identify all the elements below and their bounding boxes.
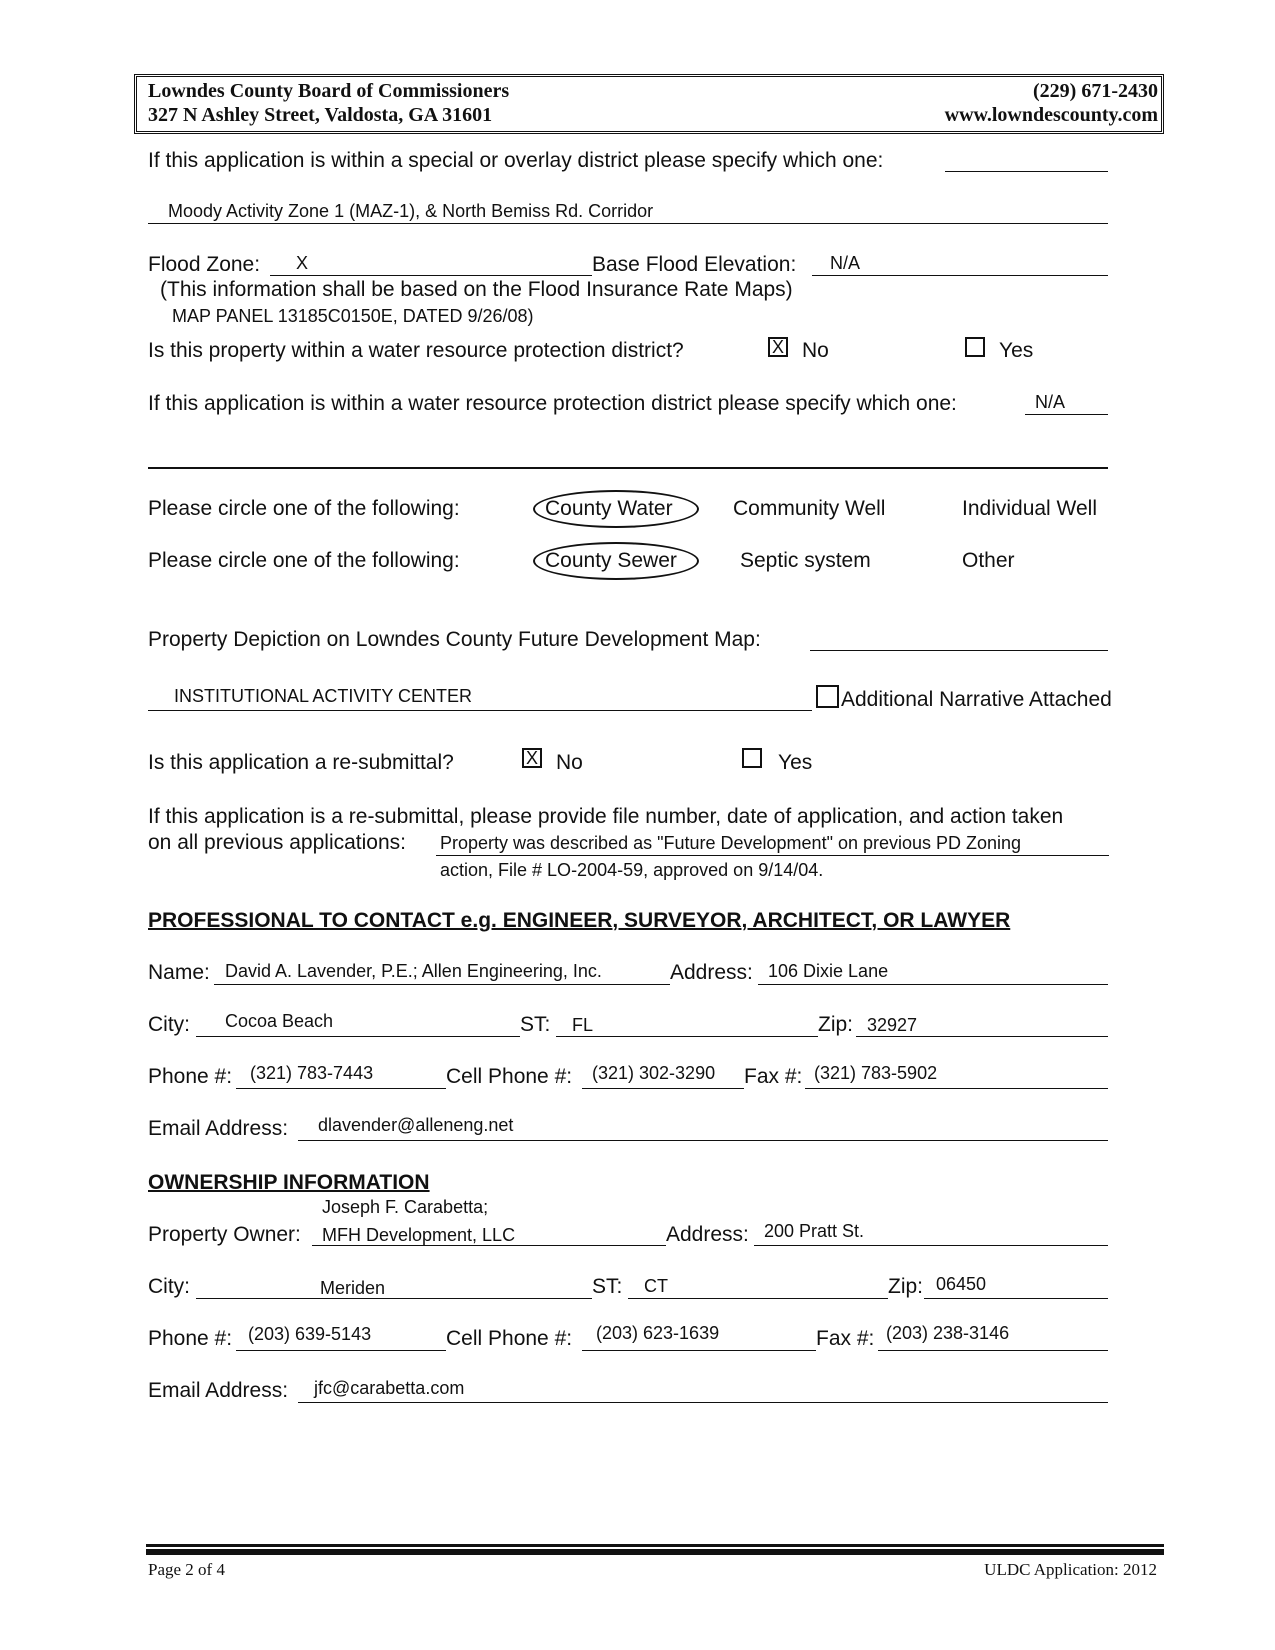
owner-fax-label: Fax #:	[816, 1327, 875, 1350]
prof-st-label: ST:	[520, 1013, 551, 1036]
owner-city-line	[196, 1298, 592, 1299]
owner-st-line	[628, 1298, 888, 1299]
prof-fax-line	[805, 1088, 1108, 1089]
future-dev-label: Property Depiction on Lowndes County Future Development Map:	[148, 628, 761, 651]
owner-phone-value[interactable]: (203) 639-5143	[248, 1324, 372, 1344]
footer-rule	[146, 1544, 1164, 1547]
prof-st-value[interactable]: FL	[572, 1015, 594, 1035]
prof-address-value[interactable]: 106 Dixie Lane	[768, 961, 889, 981]
prof-zip-label: Zip:	[818, 1013, 854, 1036]
water-source-label: Please circle one of the following:	[148, 497, 460, 520]
owner-value-line1[interactable]: Joseph F. Carabetta;	[322, 1197, 489, 1217]
prof-fax-value[interactable]: (321) 783-5902	[814, 1063, 938, 1083]
org-name: Lowndes County Board of Commissioners	[148, 80, 510, 102]
overlay-value[interactable]: Moody Activity Zone 1 (MAZ-1), & North Bemiss Rd. Corridor	[168, 201, 654, 221]
resubmittal-no-label: No	[556, 751, 583, 774]
prof-cell-label: Cell Phone #:	[446, 1065, 573, 1088]
resubmittal-detail-value-2[interactable]: action, File # LO-2004-59, approved on 9/14/04.	[440, 860, 824, 880]
prof-city-line	[196, 1036, 520, 1037]
map-panel[interactable]: MAP PANEL 13185C0150E, DATED 9/26/08)	[172, 306, 534, 326]
future-dev-value-line	[148, 710, 812, 711]
owner-fax-line	[878, 1350, 1108, 1351]
owner-value-line2[interactable]: MFH Development, LLC	[322, 1225, 516, 1245]
prof-st-line	[556, 1036, 818, 1037]
prof-address-line	[758, 984, 1108, 985]
prof-cell-value[interactable]: (321) 302-3290	[592, 1063, 716, 1083]
water-protection-specify-line	[1025, 414, 1108, 415]
prof-phone-value[interactable]: (321) 783-7443	[250, 1063, 374, 1083]
owner-cell-value[interactable]: (203) 623-1639	[596, 1323, 720, 1343]
future-dev-blank-line	[810, 650, 1108, 651]
owner-st-label: ST:	[592, 1275, 623, 1298]
org-phone: (229) 671-2430	[1033, 80, 1158, 102]
bfe-label: Base Flood Elevation:	[592, 253, 797, 276]
owner-city-label: City:	[148, 1275, 190, 1298]
future-dev-value[interactable]: INSTITUTIONAL ACTIVITY CENTER	[174, 686, 473, 706]
prof-city-value[interactable]: Cocoa Beach	[225, 1011, 334, 1031]
prof-email-label: Email Address:	[148, 1117, 289, 1140]
sewer-source-label: Please circle one of the following:	[148, 549, 460, 572]
org-address: 327 N Ashley Street, Valdosta, GA 31601	[148, 104, 493, 126]
owner-fax-value[interactable]: (203) 238-3146	[886, 1323, 1010, 1343]
water-option-community-well[interactable]: Community Well	[733, 497, 886, 520]
flood-zone-label: Flood Zone:	[148, 253, 261, 276]
owner-address-value[interactable]: 200 Pratt St.	[764, 1221, 865, 1241]
resubmittal-yes-checkbox[interactable]	[742, 748, 762, 768]
prof-email-value[interactable]: dlavender@alleneng.net	[318, 1115, 514, 1135]
prof-name-label: Name:	[148, 961, 210, 984]
sewer-option-septic[interactable]: Septic system	[740, 549, 871, 572]
resubmittal-detail-line	[436, 855, 1109, 856]
owner-label: Property Owner:	[148, 1223, 301, 1246]
bfe-value[interactable]: N/A	[830, 253, 861, 273]
footer-rule-thick	[146, 1549, 1164, 1555]
overlay-blank-line	[945, 171, 1108, 172]
sewer-option-county-sewer[interactable]: County Sewer	[545, 549, 677, 572]
org-website: www.lowndescounty.com	[944, 104, 1158, 126]
prof-cell-line	[582, 1088, 744, 1089]
prof-zip-line	[856, 1036, 1108, 1037]
owner-phone-line	[236, 1350, 446, 1351]
sewer-option-other[interactable]: Other	[962, 549, 1015, 572]
prof-email-line	[298, 1140, 1108, 1141]
page-number: Page 2 of 4	[148, 1560, 225, 1579]
water-protection-question: Is this property within a water resource protection district?	[148, 339, 684, 362]
water-protection-no-label: No	[802, 339, 829, 362]
overlay-value-line	[148, 223, 1108, 224]
owner-email-line	[298, 1402, 1108, 1403]
prof-zip-value[interactable]: 32927	[867, 1015, 918, 1035]
checked-x-icon: X	[525, 748, 538, 768]
water-option-county-water[interactable]: County Water	[545, 497, 673, 520]
owner-zip-label: Zip:	[888, 1275, 924, 1298]
water-protection-specify-label: If this application is within a water resource protection district please specify which one:	[148, 392, 957, 415]
flood-note: (This information shall be based on the Flood Insurance Rate Maps)	[160, 278, 793, 301]
owner-email-value[interactable]: jfc@carabetta.com	[314, 1378, 465, 1398]
narrative-checkbox[interactable]	[816, 685, 839, 708]
prof-address-label: Address:	[670, 961, 753, 984]
owner-zip-line	[924, 1298, 1108, 1299]
resubmittal-detail-label-1: If this application is a re-submittal, please provide file number, date of application, and action taken	[148, 805, 1064, 828]
water-option-individual-well[interactable]: Individual Well	[962, 497, 1098, 520]
overlay-label: If this application is within a special or overlay district please specify which one:	[148, 149, 884, 172]
owner-line	[312, 1245, 666, 1246]
professional-section-title: PROFESSIONAL TO CONTACT e.g. ENGINEER, SURVEYOR, ARCHITECT, OR LAWYER	[148, 909, 1011, 932]
blank-answer-line	[148, 467, 1108, 469]
resubmittal-detail-label-2: on all previous applications:	[148, 831, 406, 854]
water-protection-no-checkbox[interactable]	[768, 337, 788, 357]
owner-zip-value[interactable]: 06450	[936, 1274, 987, 1294]
owner-city-value[interactable]: Meriden	[320, 1278, 386, 1298]
owner-st-value[interactable]: CT	[644, 1276, 668, 1296]
prof-name-line	[214, 984, 670, 985]
flood-zone-line	[270, 275, 592, 276]
prof-fax-label: Fax #:	[744, 1065, 803, 1088]
resubmittal-detail-value-1[interactable]: Property was described as "Future Development" on previous PD Zoning	[440, 833, 1022, 853]
checked-x-icon: X	[771, 337, 784, 357]
resubmittal-no-checkbox[interactable]	[522, 748, 542, 768]
prof-name-value[interactable]: David A. Lavender, P.E.; Allen Engineering, Inc.	[225, 961, 602, 981]
prof-city-label: City:	[148, 1013, 190, 1036]
owner-address-line	[754, 1245, 1108, 1246]
resubmittal-yes-label: Yes	[778, 751, 813, 774]
narrative-label: Additional Narrative Attached	[841, 688, 1112, 711]
ownership-section-title: OWNERSHIP INFORMATION	[148, 1171, 430, 1194]
bfe-line	[812, 275, 1108, 276]
form-identifier: ULDC Application: 2012	[984, 1560, 1157, 1579]
water-protection-yes-checkbox[interactable]	[965, 337, 985, 357]
owner-cell-label: Cell Phone #:	[446, 1327, 573, 1350]
water-protection-yes-label: Yes	[999, 339, 1034, 362]
water-protection-specify-value[interactable]: N/A	[1035, 392, 1066, 412]
owner-cell-line	[582, 1350, 816, 1351]
owner-email-label: Email Address:	[148, 1379, 289, 1402]
flood-zone-value[interactable]: X	[296, 253, 309, 273]
resubmittal-question: Is this application a re-submittal?	[148, 751, 454, 774]
prof-phone-label: Phone #:	[148, 1065, 233, 1088]
owner-address-label: Address:	[666, 1223, 749, 1246]
prof-phone-line	[236, 1088, 446, 1089]
owner-phone-label: Phone #:	[148, 1327, 233, 1350]
